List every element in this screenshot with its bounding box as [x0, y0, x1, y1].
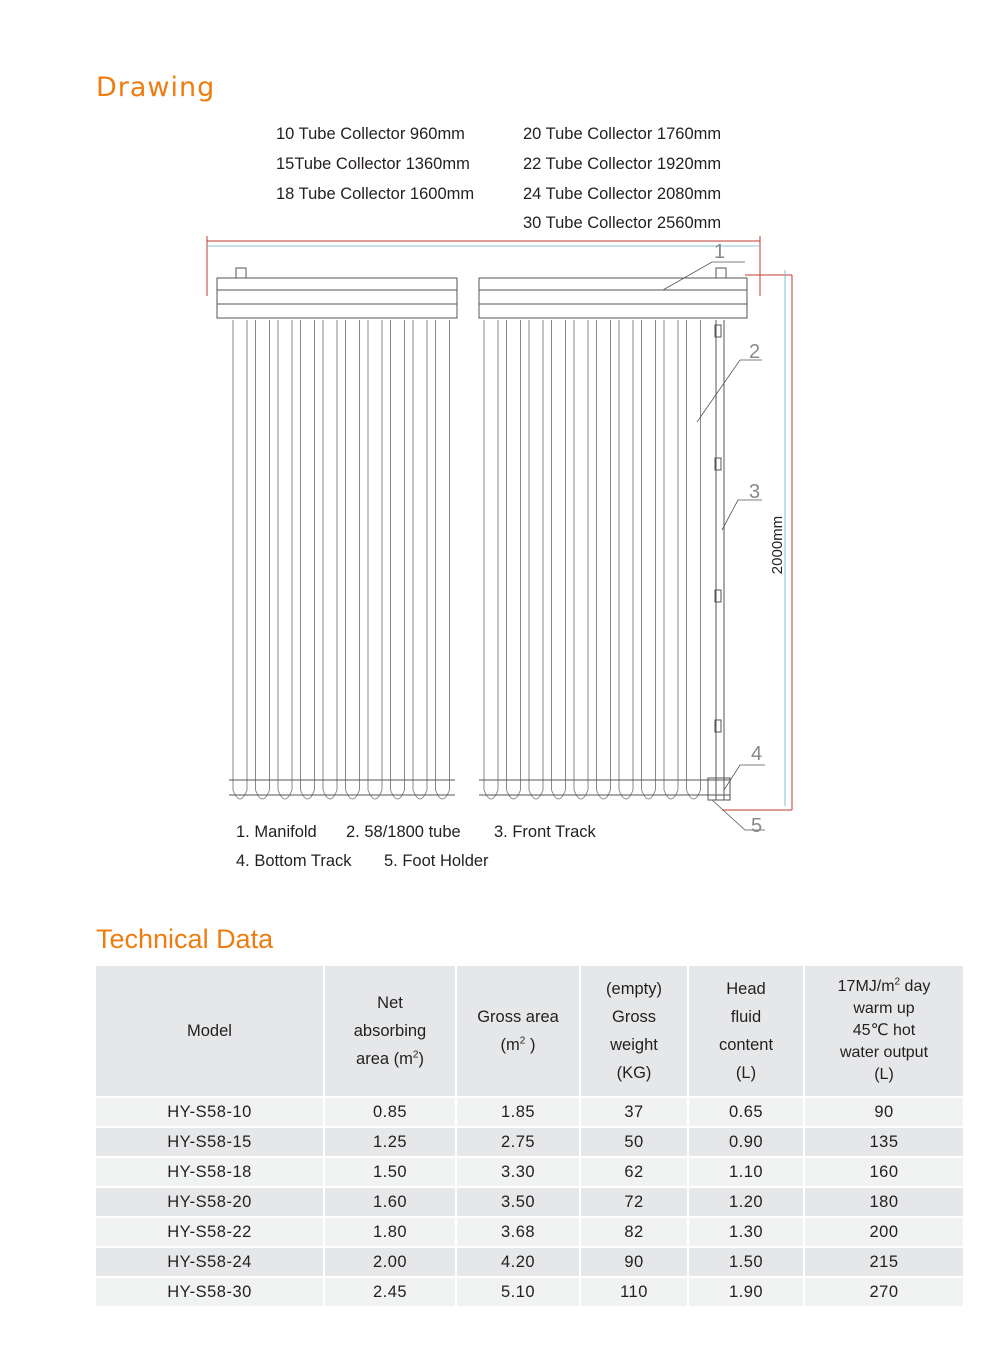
- table-cell: HY-S58-10: [96, 1097, 324, 1127]
- table-row: [96, 1187, 963, 1217]
- vacuum-tube: [507, 320, 521, 799]
- table-cell: 1.30: [688, 1217, 804, 1247]
- table-cell: 135: [804, 1127, 963, 1157]
- vacuum-tube: [529, 320, 543, 799]
- vacuum-tube: [391, 320, 405, 799]
- table-cell: 1.20: [688, 1187, 804, 1217]
- table-cell: HY-S58-24: [96, 1247, 324, 1277]
- table-cell: 1.50: [688, 1247, 804, 1277]
- table-row: [96, 1127, 963, 1157]
- spec-15-tube: 15Tube Collector 1360mm: [276, 155, 470, 173]
- table-cell: 62: [580, 1157, 688, 1187]
- table-cell: 110: [580, 1277, 688, 1307]
- legend-foot-holder: 5. Foot Holder: [384, 852, 489, 870]
- technical-title: Technical Data: [96, 924, 274, 954]
- vacuum-tube: [278, 320, 292, 799]
- table-cell: HY-S58-18: [96, 1157, 324, 1187]
- table-row: [96, 1277, 963, 1307]
- legend-manifold: 1. Manifold: [236, 823, 317, 841]
- table-cell: 90: [804, 1097, 963, 1127]
- callout-4: 4: [751, 743, 763, 765]
- table-cell: 3.68: [456, 1217, 580, 1247]
- vacuum-tube: [687, 320, 701, 799]
- legend-front-track: 3. Front Track: [494, 823, 596, 841]
- table-cell: 72: [580, 1187, 688, 1217]
- table-cell: 2.00: [324, 1247, 456, 1277]
- manifold: [217, 268, 747, 318]
- table-cell: 1.90: [688, 1277, 804, 1307]
- legend-bottom-track: 4. Bottom Track: [236, 852, 352, 870]
- vacuum-tube: [436, 320, 450, 799]
- vacuum-tube: [256, 320, 270, 799]
- table-cell: 1.60: [324, 1187, 456, 1217]
- table-cell: 2.75: [456, 1127, 580, 1157]
- vacuum-tube: [413, 320, 427, 799]
- table-cell: 180: [804, 1187, 963, 1217]
- vacuum-tube: [368, 320, 382, 799]
- table-cell: HY-S58-30: [96, 1277, 324, 1307]
- table-cell: 160: [804, 1157, 963, 1187]
- height-label: 2000mm: [769, 515, 786, 575]
- spec-24-tube: 24 Tube Collector 2080mm: [523, 185, 722, 203]
- header-fluid: Head fluid content (L): [688, 966, 804, 1097]
- spec-22-tube: 22 Tube Collector 1920mm: [523, 155, 722, 173]
- callout-1: 1: [714, 241, 726, 263]
- table-cell: 0.85: [324, 1097, 456, 1127]
- table-cell: HY-S58-22: [96, 1217, 324, 1247]
- table-cell: 200: [804, 1217, 963, 1247]
- table-cell: 2.45: [324, 1277, 456, 1307]
- table-row: [96, 1247, 963, 1277]
- table-cell: 215: [804, 1247, 963, 1277]
- table-row: [96, 1217, 963, 1247]
- callout-2: 2: [749, 341, 761, 363]
- legend-tube: 2. 58/1800 tube: [346, 823, 461, 841]
- table-cell: 37: [580, 1097, 688, 1127]
- table-cell: 1.80: [324, 1217, 456, 1247]
- table-row: [96, 1097, 963, 1127]
- vacuum-tube: [323, 320, 337, 799]
- table-cell: HY-S58-20: [96, 1187, 324, 1217]
- table-cell: 1.10: [688, 1157, 804, 1187]
- table-cell: 270: [804, 1277, 963, 1307]
- vacuum-tube: [484, 320, 498, 799]
- table-cell: 1.25: [324, 1127, 456, 1157]
- table-cell: 1.50: [324, 1157, 456, 1187]
- callout-5: 5: [751, 815, 763, 837]
- header-net-area: Net absorbing area $(m^2)$: [324, 966, 456, 1097]
- drawing-title: Drawing: [96, 72, 216, 103]
- table-cell: HY-S58-15: [96, 1127, 324, 1157]
- table-row: [96, 1157, 963, 1187]
- table-cell: 50: [580, 1127, 688, 1157]
- table-header-row: [96, 966, 963, 1097]
- spec-20-tube: 20 Tube Collector 1760mm: [523, 125, 722, 143]
- table-cell: 1.85: [456, 1097, 580, 1127]
- header-model: Model: [96, 966, 324, 1097]
- table-cell: 5.10: [456, 1277, 580, 1307]
- collector-drawing: [195, 232, 805, 842]
- vacuum-tube: [574, 320, 588, 799]
- vacuum-tube: [552, 320, 566, 799]
- table-cell: 3.50: [456, 1187, 580, 1217]
- header-gross-area: Gross area ($m^2$ ): [456, 966, 580, 1097]
- header-output: $17MJ/m^2$ day warm up 45℃ hot water output (L): [804, 966, 963, 1097]
- spec-30-tube: 30 Tube Collector 2560mm: [523, 214, 722, 232]
- table-cell: 3.30: [456, 1157, 580, 1187]
- table-cell: 90: [580, 1247, 688, 1277]
- spec-10-tube: 10 Tube Collector 960mm: [276, 125, 465, 143]
- table-cell: 0.65: [688, 1097, 804, 1127]
- table-cell: 0.90: [688, 1127, 804, 1157]
- spec-18-tube: 18 Tube Collector 1600mm: [276, 185, 475, 203]
- callout-3: 3: [749, 481, 761, 503]
- vacuum-tube: [664, 320, 678, 799]
- vacuum-tube: [597, 320, 611, 799]
- technical-data-table: [96, 966, 963, 1308]
- vacuum-tube: [346, 320, 360, 799]
- table-cell: 82: [580, 1217, 688, 1247]
- front-track: [715, 320, 724, 800]
- vacuum-tubes: [233, 320, 701, 799]
- vacuum-tube: [233, 320, 247, 799]
- vacuum-tube: [619, 320, 633, 799]
- vacuum-tube: [301, 320, 315, 799]
- table-cell: 4.20: [456, 1247, 580, 1277]
- vacuum-tube: [642, 320, 656, 799]
- header-weight: (empty) Gross weight (KG): [580, 966, 688, 1097]
